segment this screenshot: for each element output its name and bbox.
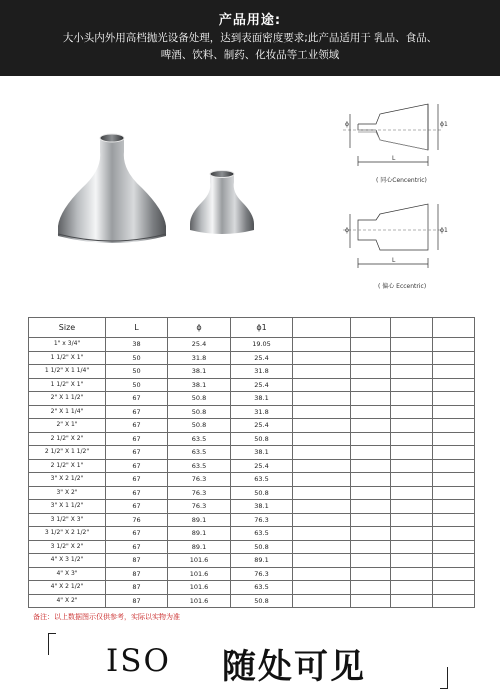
diameter1-cell: 25.4: [231, 378, 293, 392]
length-cell: 87: [106, 567, 168, 581]
product-usage-banner: [0, 0, 500, 76]
table-row: [29, 567, 475, 581]
size-cell: 3" X 1 1/2": [29, 500, 106, 514]
empty-cell: [391, 486, 433, 500]
diameter-cell: 101.6: [168, 554, 231, 568]
diameter-cell: 38.1: [168, 365, 231, 379]
diameter1-cell: 31.8: [231, 405, 293, 419]
size-cell: 3" X 2 1/2": [29, 473, 106, 487]
table-row: [29, 500, 475, 514]
empty-cell: [433, 594, 475, 608]
concentric-L-label: L: [392, 155, 396, 162]
diameter1-cell: 63.5: [231, 473, 293, 487]
empty-cell: [433, 392, 475, 406]
length-cell: 87: [106, 594, 168, 608]
empty-cell: [293, 500, 351, 514]
diameter1-cell: 31.8: [231, 365, 293, 379]
diameter-cell: 50.8: [168, 419, 231, 433]
banner-description-line-1: 大小头内外用高档抛光设备处理，达到表面密度要求;此产品适用于 乳品、食品、: [62, 32, 438, 44]
diameter-cell: 50.8: [168, 405, 231, 419]
empty-cell: [391, 392, 433, 406]
empty-cell: [351, 419, 391, 433]
size-cell: 3 1/2" X 2 1/2": [29, 527, 106, 541]
empty-cell: [293, 446, 351, 460]
empty-cell: [351, 540, 391, 554]
table-row: [29, 351, 475, 365]
table-row: [29, 594, 475, 608]
size-cell: 4" X 2": [29, 594, 106, 608]
empty-cell: [351, 338, 391, 352]
slogan-iso: ISO: [106, 643, 171, 679]
length-cell: 67: [106, 486, 168, 500]
empty-cell: [293, 567, 351, 581]
diameter-cell: 31.8: [168, 351, 231, 365]
empty-cell: [391, 567, 433, 581]
length-cell: 67: [106, 540, 168, 554]
empty-cell: [351, 446, 391, 460]
empty-cell: [391, 540, 433, 554]
empty-cell: [293, 419, 351, 433]
size-cell: 3 1/2" X 3": [29, 513, 106, 527]
empty-cell: [293, 405, 351, 419]
diameter-cell: 89.1: [168, 513, 231, 527]
length-cell: 76: [106, 513, 168, 527]
diameter1-cell: 76.3: [231, 513, 293, 527]
diameter1-cell: 50.8: [231, 486, 293, 500]
table-header-cell: [433, 318, 475, 338]
empty-cell: [433, 378, 475, 392]
diameter-cell: 101.6: [168, 581, 231, 595]
empty-cell: [391, 513, 433, 527]
empty-cell: [391, 500, 433, 514]
diameter1-cell: 25.4: [231, 351, 293, 365]
diameter1-cell: 38.1: [231, 446, 293, 460]
table-header-cell: L: [106, 318, 168, 338]
empty-cell: [391, 594, 433, 608]
empty-cell: [391, 405, 433, 419]
size-cell: 4" X 2 1/2": [29, 581, 106, 595]
length-cell: 67: [106, 527, 168, 541]
empty-cell: [293, 554, 351, 568]
empty-cell: [293, 581, 351, 595]
size-cell: 4" X 3 1/2": [29, 554, 106, 568]
table-header-cell: [351, 318, 391, 338]
reducer-spec-table: [28, 317, 475, 608]
size-cell: 1" x 3/4": [29, 338, 106, 352]
empty-cell: [351, 513, 391, 527]
empty-cell: [433, 351, 475, 365]
empty-cell: [391, 527, 433, 541]
size-cell: 3 1/2" X 2": [29, 540, 106, 554]
banner-title: 产品用途:: [218, 13, 282, 28]
empty-cell: [391, 432, 433, 446]
large-reducer-image: [58, 134, 166, 243]
table-row: [29, 378, 475, 392]
empty-cell: [351, 432, 391, 446]
diameter-cell: 76.3: [168, 500, 231, 514]
table-row: [29, 486, 475, 500]
slogan-frame-corner-bottom-right: [440, 667, 448, 689]
size-cell: 2" X 1": [29, 419, 106, 433]
empty-cell: [391, 554, 433, 568]
empty-cell: [351, 594, 391, 608]
empty-cell: [391, 446, 433, 460]
empty-cell: [351, 581, 391, 595]
diameter-cell: 101.6: [168, 567, 231, 581]
empty-cell: [293, 513, 351, 527]
length-cell: 67: [106, 459, 168, 473]
reducer-product-photo: [30, 118, 280, 268]
table-row: [29, 405, 475, 419]
empty-cell: [433, 432, 475, 446]
empty-cell: [433, 540, 475, 554]
diameter-cell: 76.3: [168, 473, 231, 487]
empty-cell: [351, 527, 391, 541]
diameter1-cell: 38.1: [231, 392, 293, 406]
diameter-cell: 63.5: [168, 446, 231, 460]
empty-cell: [391, 581, 433, 595]
diameter-cell: 63.5: [168, 432, 231, 446]
empty-cell: [351, 392, 391, 406]
empty-cell: [351, 365, 391, 379]
table-row: [29, 432, 475, 446]
eccentric-phi1-label: ϕ1: [440, 227, 448, 234]
slogan-frame-corner-top-left: [48, 633, 56, 655]
table-row: [29, 540, 475, 554]
diameter1-cell: 50.8: [231, 594, 293, 608]
table-header-cell: ϕ: [168, 318, 231, 338]
diameter-cell: 38.1: [168, 378, 231, 392]
length-cell: 87: [106, 581, 168, 595]
length-cell: 67: [106, 446, 168, 460]
empty-cell: [351, 567, 391, 581]
diameter1-cell: 19.05: [231, 338, 293, 352]
empty-cell: [433, 459, 475, 473]
empty-cell: [293, 459, 351, 473]
empty-cell: [433, 513, 475, 527]
empty-cell: [433, 527, 475, 541]
empty-cell: [351, 378, 391, 392]
empty-cell: [433, 581, 475, 595]
diameter1-cell: 50.8: [231, 540, 293, 554]
empty-cell: [433, 446, 475, 460]
size-cell: 1 1/2" X 1": [29, 378, 106, 392]
empty-cell: [293, 540, 351, 554]
concentric-phi1-label: ϕ1: [440, 121, 448, 128]
empty-cell: [433, 365, 475, 379]
empty-cell: [433, 554, 475, 568]
empty-cell: [351, 459, 391, 473]
empty-cell: [351, 351, 391, 365]
diameter-cell: 25.4: [168, 338, 231, 352]
empty-cell: [293, 432, 351, 446]
diameter-cell: 89.1: [168, 540, 231, 554]
diameter-cell: 76.3: [168, 486, 231, 500]
concentric-phi-label: ϕ: [345, 121, 349, 128]
length-cell: 87: [106, 554, 168, 568]
empty-cell: [433, 419, 475, 433]
length-cell: 50: [106, 365, 168, 379]
table-row: [29, 554, 475, 568]
diameter1-cell: 25.4: [231, 459, 293, 473]
reducer-technical-drawing: [318, 90, 493, 300]
size-cell: 3" X 2": [29, 486, 106, 500]
table-header-cell: ϕ1: [231, 318, 293, 338]
eccentric-caption: ( 偏心 Eccentric): [378, 283, 427, 290]
size-cell: 2" X 1 1/4": [29, 405, 106, 419]
empty-cell: [433, 338, 475, 352]
footnote-disclaimer: 备注：以上数据图示仅供参考，实际以实物为准: [33, 613, 180, 621]
empty-cell: [293, 351, 351, 365]
size-cell: 2 1/2" X 2": [29, 432, 106, 446]
table-row: [29, 392, 475, 406]
diameter-cell: 50.8: [168, 392, 231, 406]
diameter-cell: 89.1: [168, 527, 231, 541]
empty-cell: [293, 527, 351, 541]
empty-cell: [351, 473, 391, 487]
table-header-cell: Size: [29, 318, 106, 338]
table-row: [29, 419, 475, 433]
length-cell: 67: [106, 392, 168, 406]
diameter1-cell: 63.5: [231, 581, 293, 595]
slogan-text: 随处可见: [222, 647, 366, 687]
diameter1-cell: 25.4: [231, 419, 293, 433]
length-cell: 67: [106, 405, 168, 419]
diameter1-cell: 76.3: [231, 567, 293, 581]
table-header-row: [29, 318, 475, 338]
empty-cell: [351, 405, 391, 419]
length-cell: 50: [106, 378, 168, 392]
eccentric-L-label: L: [392, 257, 396, 264]
empty-cell: [433, 567, 475, 581]
empty-cell: [433, 405, 475, 419]
small-reducer-image: [190, 171, 254, 235]
empty-cell: [391, 419, 433, 433]
empty-cell: [391, 365, 433, 379]
empty-cell: [351, 486, 391, 500]
size-cell: 2 1/2" X 1": [29, 459, 106, 473]
empty-cell: [293, 486, 351, 500]
diameter1-cell: 89.1: [231, 554, 293, 568]
size-cell: 4" X 3": [29, 567, 106, 581]
empty-cell: [351, 554, 391, 568]
diameter1-cell: 63.5: [231, 527, 293, 541]
length-cell: 67: [106, 432, 168, 446]
empty-cell: [391, 459, 433, 473]
length-cell: 50: [106, 351, 168, 365]
empty-cell: [391, 351, 433, 365]
size-cell: 2 1/2" X 1 1/2": [29, 446, 106, 460]
empty-cell: [293, 338, 351, 352]
empty-cell: [433, 500, 475, 514]
empty-cell: [433, 473, 475, 487]
table-row: [29, 365, 475, 379]
table-header-cell: [391, 318, 433, 338]
diameter1-cell: 50.8: [231, 432, 293, 446]
table-header-cell: [293, 318, 351, 338]
empty-cell: [293, 594, 351, 608]
size-cell: 1 1/2" X 1 1/4": [29, 365, 106, 379]
empty-cell: [293, 473, 351, 487]
length-cell: 67: [106, 419, 168, 433]
concentric-caption: ( 同心Cencentric): [376, 177, 427, 184]
empty-cell: [391, 378, 433, 392]
table-row: [29, 338, 475, 352]
empty-cell: [293, 365, 351, 379]
banner-description-line-2: 啤酒、饮料、制药、化妆品等工业领域: [160, 49, 340, 61]
table-row: [29, 527, 475, 541]
table-row: [29, 459, 475, 473]
empty-cell: [351, 500, 391, 514]
table-row: [29, 446, 475, 460]
size-cell: 1 1/2" X 1": [29, 351, 106, 365]
empty-cell: [293, 392, 351, 406]
empty-cell: [433, 486, 475, 500]
table-row: [29, 581, 475, 595]
empty-cell: [391, 338, 433, 352]
table-row: [29, 473, 475, 487]
eccentric-phi-label: ϕ: [345, 227, 349, 234]
empty-cell: [293, 378, 351, 392]
diameter-cell: 101.6: [168, 594, 231, 608]
length-cell: 67: [106, 473, 168, 487]
size-cell: 2" X 1 1/2": [29, 392, 106, 406]
length-cell: 38: [106, 338, 168, 352]
table-row: [29, 513, 475, 527]
diameter1-cell: 38.1: [231, 500, 293, 514]
diameter-cell: 63.5: [168, 459, 231, 473]
empty-cell: [391, 473, 433, 487]
length-cell: 67: [106, 500, 168, 514]
